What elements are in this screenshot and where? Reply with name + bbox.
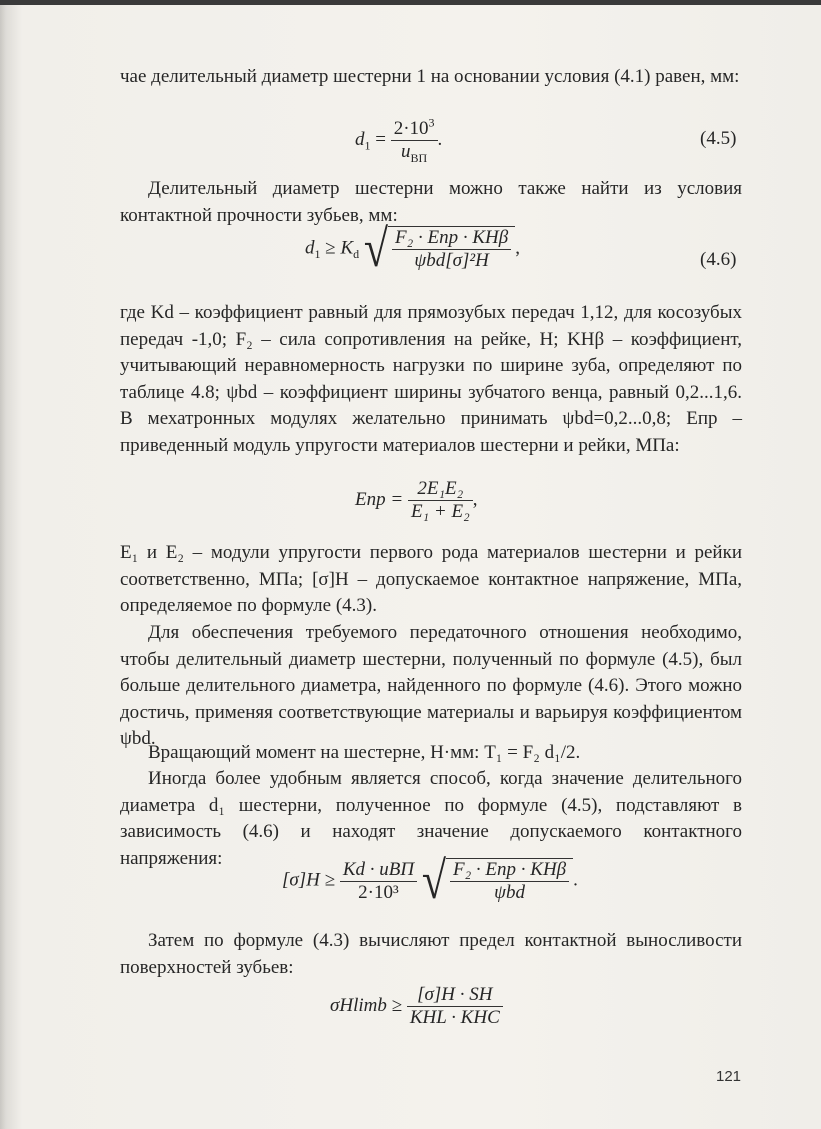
fraction: $\frac{[\sigma]H \cdot SH}{\text{KHL · KHC}}$ bbox=[407, 984, 503, 1029]
paragraph-6: Вращающий момент на шестерне, Н·мм: T₁ = F₂ d₁/2. bbox=[148, 742, 581, 763]
square-root-icon: √ bbox=[421, 851, 446, 910]
fraction: $\frac{\text{F₂ · Eпр · KHβ}}{\text{ψbd}}$ bbox=[446, 858, 573, 904]
fraction: $\frac{\text{2E₁E₂}}{\text{E₁ + E₂}}$ bbox=[408, 478, 473, 523]
page-top-edge bbox=[0, 0, 821, 5]
square-root-icon: √ bbox=[363, 219, 389, 278]
equation-4-6: $d_1 \ge K_d$ √ $\frac{\text{F₂ · Eпр · KHβ}}{\text{ψbd[σ]²H}}$ , bbox=[305, 219, 520, 278]
paragraph-5: Для обеспечения требуемого передаточного отношения необходимо, чтобы делительный диаметр шестерни, полученный по формуле (4.5), был больше делительного диаметра, найденного по формуле (4.6). Этого можно достичь, применяя соответствующие материалы и варьируя коэффициентом ψbd. bbox=[120, 622, 742, 749]
paragraph-8: Затем по формуле (4.3) вычисляют предел контактной выносливости поверхностей зубьев: bbox=[120, 930, 742, 978]
equation-number-4-5: (4.5) bbox=[700, 128, 737, 149]
fraction: $\frac{2\cdot 10^3}{u_{ВП}}$ bbox=[391, 118, 438, 163]
page-number: 121 bbox=[716, 1068, 742, 1085]
equation-sigma-h: [σ]H ≥ $\frac{\text{Kd · uВП}}{\text{2·10³}}$ √ $\frac{\text{F₂ · Eпр · KHβ}}{\text{ψbd}}$ . bbox=[282, 851, 578, 910]
equation-number-4-6: (4.6) bbox=[700, 249, 737, 270]
fraction: $\frac{\text{Kd · uВП}}{\text{2·10³}}$ bbox=[340, 859, 417, 904]
paragraph-3: где Kd – коэффициент равный для прямозубых передач 1,12, для косозубых передач -1,0; F₂ – сила сопротивления на рейке, Н; KHβ – коэффициент, учитывающий неравномерность нагрузки по ширине зуба, определяют по таблице 4.8; ψbd – коэффициент ширины зубчатого венца, равный 0,2...1,6. В мехатронных модулях желательно принимать ψbd=0,2...0,8; Eпр – приведенный модуль упругости материалов шестерни и рейки, МПа: bbox=[120, 302, 742, 456]
paragraph-2: Делительный диаметр шестерни можно также найти из условия контактной прочности зубьев, мм: bbox=[120, 178, 742, 226]
paragraph-4: E₁ и E₂ – модули упругости первого рода материалов шестерни и рейки соответственно, МПа; [σ]H – допускаемое контактное напряжение, МПа, определяемое по формуле (4.3). bbox=[120, 542, 742, 616]
equation-sigma-limit: σHlimb ≥ $\frac{[\sigma]H \cdot SH}{\text{KHL · KHC}}$ bbox=[330, 984, 503, 1029]
equation-4-5: $d_1$ = $\frac{2\cdot 10^3}{u_{ВП}}$ . bbox=[355, 115, 443, 165]
fraction: $\frac{\text{F₂ · Eпр · KHβ}}{\text{ψbd[σ]²H}}$ bbox=[388, 226, 515, 272]
paragraph-1: чае делительный диаметр шестерни 1 на основании условия (4.1) равен, мм: bbox=[120, 66, 740, 87]
paragraph-7: Иногда более удобным является способ, когда значение делительного диаметра d₁ шестерни, полученное по формуле (4.5), подставляют в зависимость (4.6) и находят значение допускаемого контактного напряжения: bbox=[120, 768, 742, 869]
equation-e-pr: Eпр = $\frac{\text{2E₁E₂}}{\text{E₁ + E₂}}$ , bbox=[355, 478, 478, 522]
